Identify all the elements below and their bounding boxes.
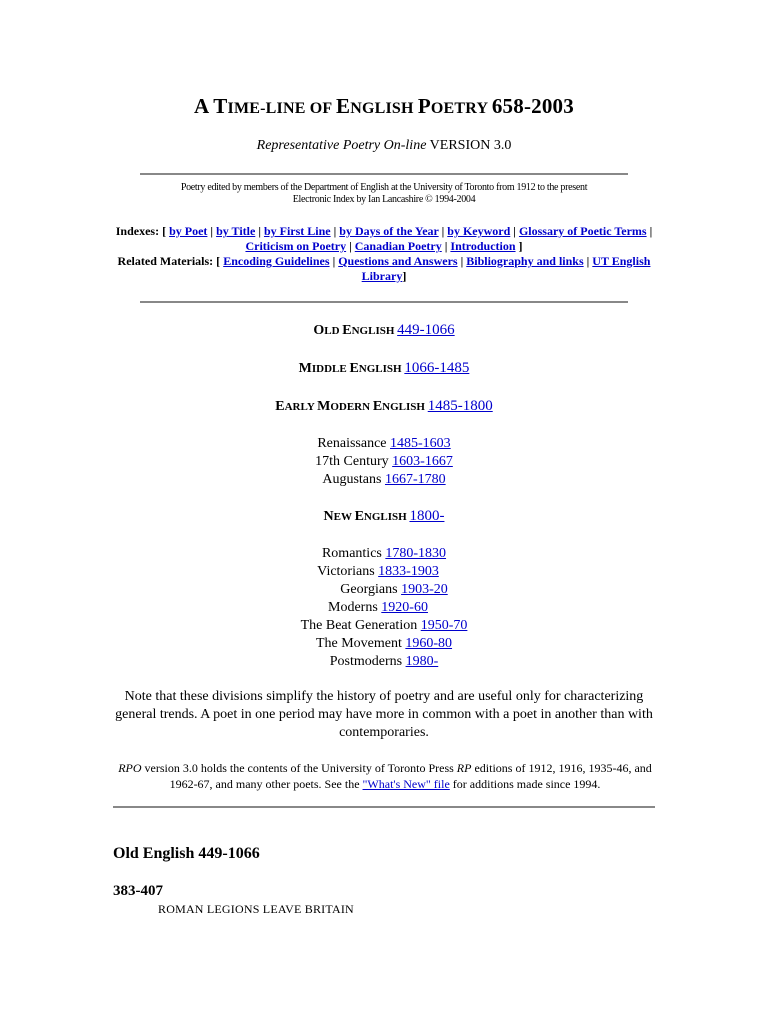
link-bibliography[interactable]: Bibliography and links [466, 254, 584, 268]
credits-line: Poetry edited by members of the Department of English at the University of Toronto from 1912 to the present [180, 182, 588, 193]
title-part: P [417, 94, 431, 118]
sc-letters: NGLISH [382, 401, 428, 413]
rpo-paragraph [110, 760, 660, 792]
link-by-first-line[interactable]: by First Line [263, 224, 331, 238]
rpo-text: editions of 1912, 1916, 1935-46, and 1962-67, and many other poets. See the [169, 761, 652, 791]
title-part: IME-LINE OF [227, 100, 336, 117]
link-ut-library[interactable]: UT English Library [361, 254, 651, 283]
link-the-movement[interactable]: 1960-80 [405, 636, 453, 651]
subtitle-version: VERSION 3.0 [426, 138, 512, 153]
rpo-text: version 3.0 holds the contents of the University of Toronto Press [141, 761, 457, 775]
subperiod-row [0, 545, 768, 563]
subperiod-label: Victorians [317, 564, 379, 579]
indexes-end: ] [515, 239, 523, 253]
period-old-english [0, 322, 768, 339]
link-renaissance[interactable]: 1485-1603 [390, 436, 451, 451]
title-part: NGLISH [350, 100, 418, 117]
subperiod-label: 17th Century [315, 454, 393, 469]
subperiod-row [0, 617, 768, 635]
subperiod-label: Romantics [321, 546, 386, 561]
credits-line: Electronic Index by Ian Lancashire © 1994-2004 [292, 194, 476, 205]
link-romantics[interactable]: 1780-1830 [385, 546, 447, 561]
link-beat-generation[interactable]: 1950-70 [420, 618, 468, 633]
subtitle-italic: Representative Poetry On-line [256, 138, 427, 153]
date-heading: 383-407 [113, 883, 163, 899]
link-questions[interactable]: Questions and Answers [338, 254, 458, 268]
link-new-english[interactable]: 1800- [409, 508, 445, 524]
sc-letters: NGLISH [358, 363, 405, 375]
sc-letter: M [317, 399, 331, 414]
event-text: ROMAN LEGIONS LEAVE BRITAIN [158, 902, 354, 916]
link-early-modern-english[interactable]: 1485-1800 [427, 398, 493, 414]
sc-letter: E [349, 361, 359, 376]
link-17th-century[interactable]: 1603-1667 [392, 454, 453, 469]
divider [113, 806, 655, 808]
title-part: OETRY [430, 100, 492, 117]
subperiod-row [20, 581, 768, 599]
sc-letter: E [354, 509, 364, 524]
subperiod-row [0, 635, 768, 653]
sc-letters: NGLISH [363, 511, 410, 523]
period-early-modern-english [0, 398, 768, 415]
link-criticism[interactable]: Criticism on Poetry [245, 239, 347, 253]
divider [140, 173, 628, 175]
subperiod-label: The Movement [315, 636, 406, 651]
sc-letters: LD [324, 325, 343, 337]
title-part: A T [194, 94, 228, 118]
sc-letter: E [275, 399, 285, 414]
related-end: ] [402, 269, 407, 283]
related-label: Related Materials: [ [117, 254, 224, 268]
link-by-keyword[interactable]: by Keyword [447, 224, 511, 238]
sc-letters: EW [333, 511, 355, 523]
link-middle-english[interactable]: 1066-1485 [404, 360, 470, 376]
title-part: 658-2003 [491, 94, 574, 118]
sc-letters: IDDLE [311, 363, 350, 375]
link-by-title[interactable]: by Title [216, 224, 256, 238]
title-part: E [336, 94, 351, 118]
subperiod-row [0, 453, 768, 471]
period-middle-english [0, 360, 768, 377]
subperiod-label: Postmoderns [329, 654, 406, 669]
early-modern-subperiods [0, 435, 768, 489]
sc-letters: NGLISH [351, 325, 398, 337]
subperiod-label: The Beat Generation [300, 618, 421, 633]
subperiod-row [0, 653, 768, 671]
link-victorians[interactable]: 1833-1903 [378, 564, 439, 579]
sc-letters: ODERN [330, 401, 373, 413]
section-heading: Old English 449-1066 [113, 845, 260, 862]
sc-letter: M [298, 361, 312, 376]
new-english-subperiods [0, 545, 768, 671]
link-whats-new[interactable]: "What's New" file [362, 777, 450, 791]
note-paragraph: Note that these divisions simplify the history of poetry and are useful only for characterizing general trends. A poet in one period may have more in common with a poet in another than with contemporaries. [115, 689, 653, 740]
credits [0, 182, 768, 206]
link-moderns[interactable]: 1920-60 [381, 600, 428, 615]
subperiod-label: Renaissance [317, 436, 391, 451]
sc-letter: N [323, 509, 334, 524]
subperiod-row [0, 435, 768, 453]
rpo-italic: RPO [118, 761, 142, 775]
subperiod-label: Moderns [328, 600, 382, 615]
sc-letters: ARLY [284, 401, 318, 413]
subperiod-row [0, 563, 768, 581]
subperiod-label: Georgians [340, 582, 402, 597]
divider [140, 301, 628, 303]
sc-letter: O [313, 323, 325, 338]
subtitle [0, 138, 768, 154]
subperiod-row [0, 471, 768, 489]
period-new-english [0, 508, 768, 525]
rpo-text: for additions made since 1994. [449, 777, 601, 791]
link-postmoderns[interactable]: 1980- [405, 654, 439, 669]
link-by-days[interactable]: by Days of the Year [339, 224, 439, 238]
link-georgians[interactable]: 1903-20 [401, 582, 448, 597]
link-introduction[interactable]: Introduction [450, 239, 516, 253]
link-glossary[interactable]: Glossary of Poetic Terms [518, 224, 647, 238]
rp-italic: RP [456, 761, 472, 775]
index-nav: Indexes: [ by Poet | by Title | by First Line | by Days of the Year | by Keyword | Glossary of Poetic Terms | Criticism on Poetry | Canadian Poetry | Introduction ] Related Materials: [ Encoding Guidelines | Questions and Answers | Bibliography and links | UT English Library] [115, 224, 653, 283]
indexes-label: Indexes: [ [115, 224, 170, 238]
link-augustans[interactable]: 1667-1780 [384, 472, 446, 487]
sc-letter: E [372, 399, 383, 414]
sc-letter: E [342, 323, 352, 338]
link-old-english[interactable]: 449-1066 [397, 322, 455, 338]
link-encoding-guidelines[interactable]: Encoding Guidelines [223, 254, 330, 268]
subperiod-label: Augustans [322, 472, 385, 487]
page-title [0, 94, 768, 119]
subperiod-row [0, 599, 768, 617]
link-by-poet[interactable]: by Poet [169, 224, 208, 238]
link-canadian-poetry[interactable]: Canadian Poetry [354, 239, 442, 253]
